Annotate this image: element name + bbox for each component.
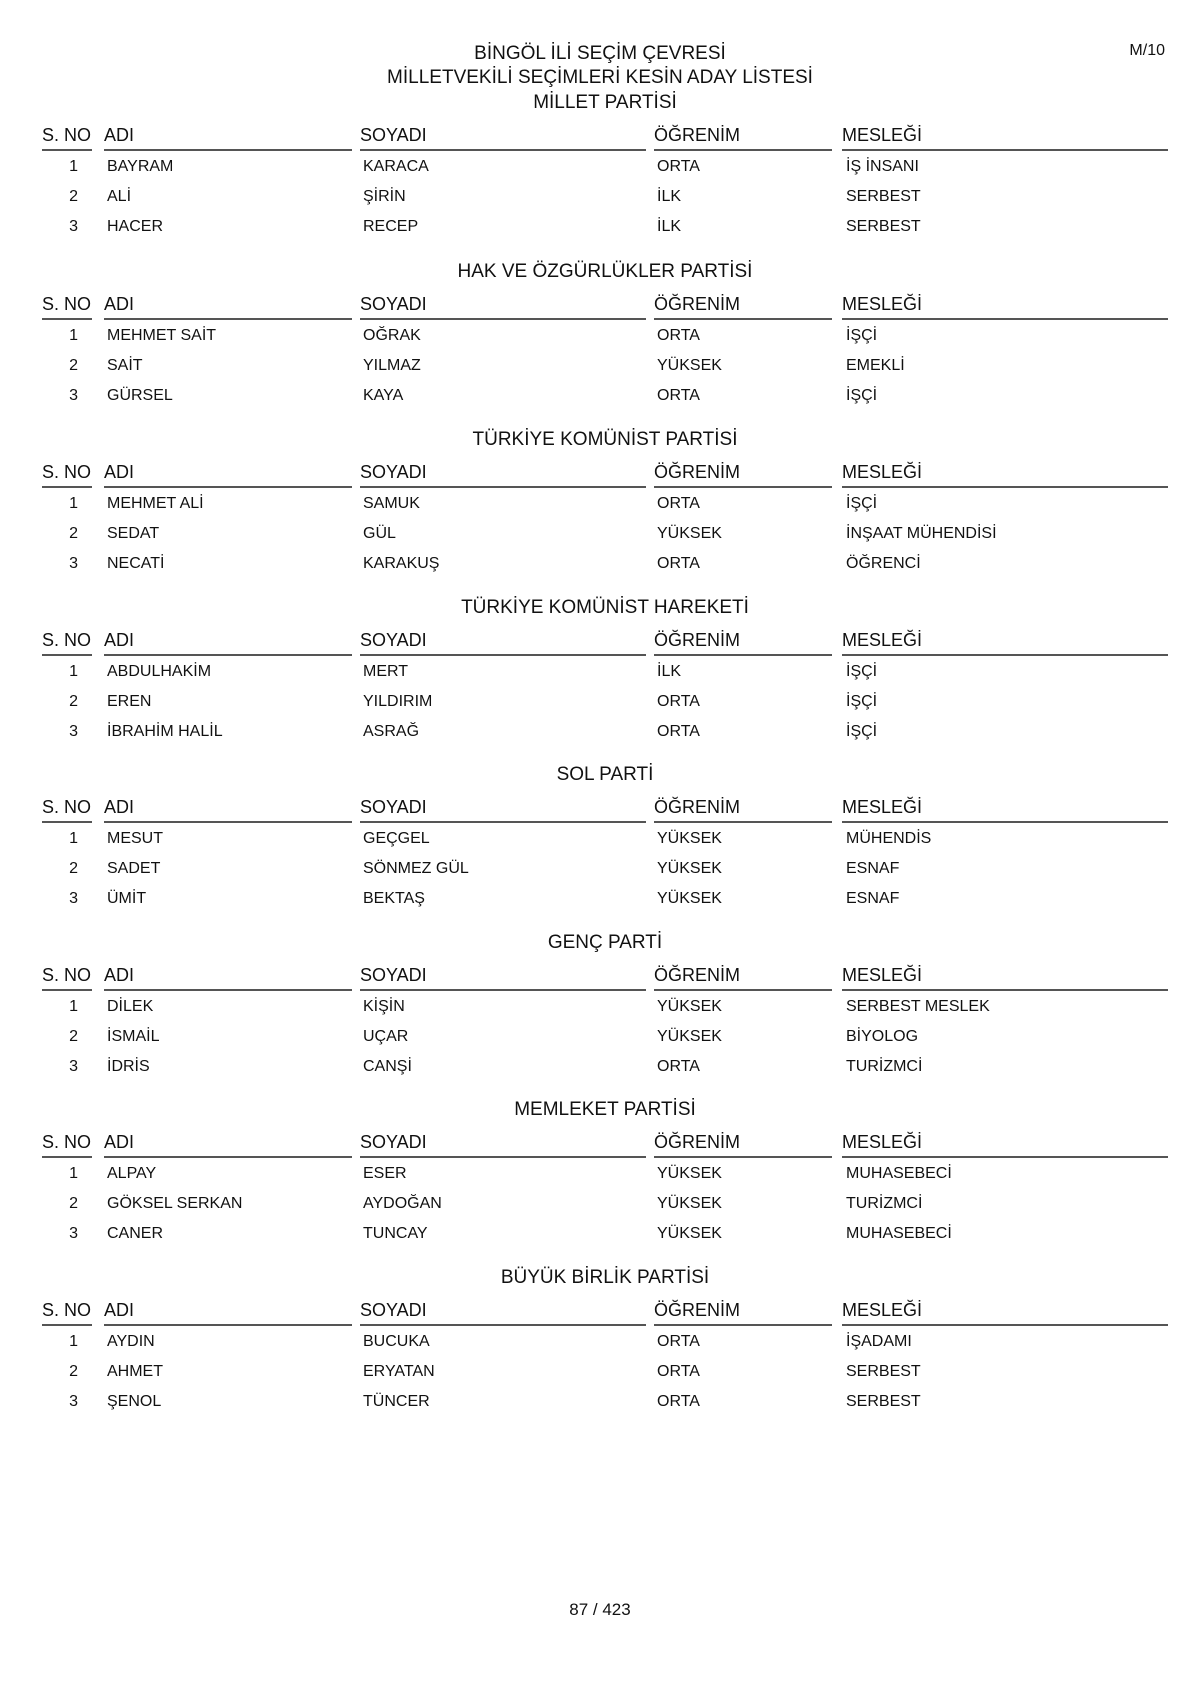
page-number: 87 / 423: [569, 1600, 631, 1619]
cell-soyadi: KARACA: [363, 158, 429, 175]
column-header-sno: S. NO: [42, 794, 92, 823]
cell-meslegi: İŞÇİ: [846, 693, 878, 710]
column-header-adi: ADI: [104, 1297, 352, 1326]
cell-adi: AHMET: [107, 1363, 163, 1380]
cell-ogrenim: ORTA: [657, 387, 700, 404]
column-header-sno: S. NO: [42, 627, 92, 656]
column-header-meslegi: MESLEĞİ: [842, 1129, 1168, 1158]
party-section: [42, 595, 1168, 747]
cell-ogrenim: ORTA: [657, 1363, 700, 1380]
table-row: [42, 717, 1168, 747]
cell-sno: 2: [69, 1195, 78, 1212]
cell-meslegi: İŞÇİ: [846, 387, 878, 404]
cell-sno: 2: [69, 1363, 78, 1380]
table-row: [42, 182, 1168, 212]
header-line-1: BİNGÖL İLİ SEÇİM ÇEVRESİ: [474, 43, 726, 64]
cell-meslegi: TURİZMCİ: [846, 1195, 923, 1212]
cell-adi: SEDAT: [107, 525, 160, 542]
column-header-sno: S. NO: [42, 291, 92, 320]
party-title: [42, 259, 1168, 285]
table-header: [42, 1297, 1168, 1327]
cell-adi: GÖKSEL SERKAN: [107, 1195, 243, 1212]
cell-ogrenim: YÜKSEK: [657, 1165, 722, 1182]
document-header: [0, 42, 1200, 90]
column-header-meslegi: MESLEĞİ: [842, 962, 1168, 991]
party-section: [42, 90, 1168, 242]
cell-meslegi: İŞÇİ: [846, 327, 878, 344]
cell-meslegi: İŞÇİ: [846, 663, 878, 680]
column-header-ogrenim: ÖĞRENİM: [654, 627, 832, 656]
table-row: [42, 519, 1168, 549]
column-header-ogrenim: ÖĞRENİM: [654, 1297, 832, 1326]
cell-ogrenim: YÜKSEK: [657, 1028, 722, 1045]
party-name: MİLLET PARTİSİ: [533, 92, 677, 113]
cell-adi: MEHMET ALİ: [107, 495, 204, 512]
table-header: [42, 627, 1168, 657]
cell-meslegi: ESNAF: [846, 860, 900, 877]
cell-meslegi: SERBEST: [846, 218, 921, 235]
cell-meslegi: ESNAF: [846, 890, 900, 907]
cell-ogrenim: ORTA: [657, 1058, 700, 1075]
party-name: HAK VE ÖZGÜRLÜKLER PARTİSİ: [457, 261, 753, 282]
cell-ogrenim: ORTA: [657, 158, 700, 175]
party-title: [42, 90, 1168, 116]
table-row: [42, 1159, 1168, 1189]
cell-adi: BAYRAM: [107, 158, 174, 175]
cell-meslegi: BİYOLOG: [846, 1028, 919, 1045]
cell-sno: 1: [69, 158, 78, 175]
column-header-ogrenim: ÖĞRENİM: [654, 962, 832, 991]
cell-ogrenim: İLK: [657, 218, 682, 235]
cell-sno: 1: [69, 1165, 78, 1182]
cell-sno: 3: [69, 387, 78, 404]
cell-soyadi: OĞRAK: [363, 327, 421, 344]
column-header-adi: ADI: [104, 962, 352, 991]
column-header-adi: ADI: [104, 459, 352, 488]
column-header-soyadi: SOYADI: [360, 459, 646, 488]
party-name: MEMLEKET PARTİSİ: [514, 1099, 696, 1120]
cell-meslegi: MUHASEBECİ: [846, 1165, 952, 1182]
cell-soyadi: SÖNMEZ GÜL: [363, 860, 469, 877]
column-header-soyadi: SOYADI: [360, 122, 646, 151]
cell-sno: 3: [69, 890, 78, 907]
column-header-meslegi: MESLEĞİ: [842, 1297, 1168, 1326]
table-row: [42, 1219, 1168, 1249]
column-header-soyadi: SOYADI: [360, 1129, 646, 1158]
cell-adi: DİLEK: [107, 998, 154, 1015]
cell-soyadi: AYDOĞAN: [363, 1195, 442, 1212]
cell-meslegi: MUHASEBECİ: [846, 1225, 952, 1242]
cell-soyadi: TUNCAY: [363, 1225, 428, 1242]
cell-soyadi: UÇAR: [363, 1028, 409, 1045]
cell-sno: 3: [69, 1058, 78, 1075]
cell-sno: 3: [69, 1393, 78, 1410]
cell-ogrenim: YÜKSEK: [657, 998, 722, 1015]
table-header: [42, 459, 1168, 489]
cell-sno: 1: [69, 663, 78, 680]
column-header-adi: ADI: [104, 291, 352, 320]
column-header-ogrenim: ÖĞRENİM: [654, 1129, 832, 1158]
cell-soyadi: MERT: [363, 663, 409, 680]
party-title: [42, 1265, 1168, 1291]
table-row: [42, 1357, 1168, 1387]
cell-adi: GÜRSEL: [107, 387, 173, 404]
cell-sno: 2: [69, 860, 78, 877]
party-section: [42, 762, 1168, 914]
cell-soyadi: GEÇGEL: [363, 830, 430, 847]
cell-adi: EREN: [107, 693, 152, 710]
party-title: [42, 1097, 1168, 1123]
party-name: BÜYÜK BİRLİK PARTİSİ: [500, 1267, 710, 1288]
cell-adi: MEHMET SAİT: [107, 327, 217, 344]
cell-meslegi: İŞADAMI: [846, 1333, 912, 1350]
cell-adi: İBRAHİM HALİL: [107, 723, 223, 740]
cell-adi: ALPAY: [107, 1165, 157, 1182]
column-header-ogrenim: ÖĞRENİM: [654, 122, 832, 151]
cell-sno: 2: [69, 357, 78, 374]
cell-soyadi: YILMAZ: [363, 357, 421, 374]
cell-adi: NECATİ: [107, 555, 165, 572]
cell-ogrenim: ORTA: [657, 327, 700, 344]
cell-meslegi: SERBEST: [846, 1393, 921, 1410]
cell-soyadi: TÜNCER: [363, 1393, 430, 1410]
table-row: [42, 549, 1168, 579]
table-row: [42, 824, 1168, 854]
party-name: SOL PARTİ: [556, 764, 654, 785]
cell-soyadi: GÜL: [363, 525, 396, 542]
column-header-meslegi: MESLEĞİ: [842, 291, 1168, 320]
party-name: TÜRKİYE KOMÜNİST PARTİSİ: [472, 429, 738, 450]
party-title: [42, 762, 1168, 788]
cell-adi: ŞENOL: [107, 1393, 162, 1410]
cell-soyadi: ASRAĞ: [363, 723, 420, 740]
cell-sno: 1: [69, 327, 78, 344]
cell-meslegi: EMEKLİ: [846, 357, 905, 374]
table-row: [42, 489, 1168, 519]
header-line-2: MİLLETVEKİLİ SEÇİMLERİ KESİN ADAY LİSTESİ: [387, 67, 813, 88]
cell-adi: İSMAİL: [107, 1028, 160, 1045]
cell-soyadi: CANŞİ: [363, 1058, 412, 1075]
cell-soyadi: SAMUK: [363, 495, 420, 512]
column-header-ogrenim: ÖĞRENİM: [654, 459, 832, 488]
cell-sno: 2: [69, 525, 78, 542]
cell-ogrenim: ORTA: [657, 723, 700, 740]
table-row: [42, 657, 1168, 687]
cell-soyadi: BEKTAŞ: [363, 890, 425, 907]
cell-sno: 3: [69, 723, 78, 740]
cell-meslegi: TURİZMCİ: [846, 1058, 923, 1075]
cell-adi: İDRİS: [107, 1058, 150, 1075]
cell-meslegi: İNŞAAT MÜHENDİSİ: [846, 525, 997, 542]
party-title: [42, 930, 1168, 956]
cell-meslegi: İŞÇİ: [846, 723, 878, 740]
cell-ogrenim: ORTA: [657, 693, 700, 710]
cell-ogrenim: YÜKSEK: [657, 357, 722, 374]
cell-meslegi: İŞÇİ: [846, 495, 878, 512]
cell-soyadi: KARAKUŞ: [363, 555, 440, 572]
cell-soyadi: ERYATAN: [363, 1363, 435, 1380]
table-row: [42, 351, 1168, 381]
table-row: [42, 381, 1168, 411]
cell-sno: 2: [69, 693, 78, 710]
cell-meslegi: İŞ İNSANI: [846, 158, 919, 175]
table-row: [42, 1189, 1168, 1219]
column-header-meslegi: MESLEĞİ: [842, 627, 1168, 656]
cell-adi: HACER: [107, 218, 164, 235]
cell-sno: 3: [69, 1225, 78, 1242]
column-header-sno: S. NO: [42, 1129, 92, 1158]
table-header: [42, 122, 1168, 152]
table-row: [42, 1022, 1168, 1052]
cell-ogrenim: İLK: [657, 663, 682, 680]
cell-meslegi: SERBEST: [846, 188, 921, 205]
column-header-soyadi: SOYADI: [360, 962, 646, 991]
cell-ogrenim: İLK: [657, 188, 682, 205]
cell-ogrenim: YÜKSEK: [657, 525, 722, 542]
party-section: [42, 1265, 1168, 1417]
table-row: [42, 321, 1168, 351]
cell-ogrenim: ORTA: [657, 1393, 700, 1410]
cell-sno: 3: [69, 555, 78, 572]
cell-meslegi: MÜHENDİS: [846, 830, 932, 847]
table-row: [42, 884, 1168, 914]
party-section: [42, 427, 1168, 579]
table-row: [42, 854, 1168, 884]
table-header: [42, 1129, 1168, 1159]
column-header-ogrenim: ÖĞRENİM: [654, 291, 832, 320]
cell-soyadi: ŞİRİN: [363, 188, 406, 205]
cell-sno: 1: [69, 998, 78, 1015]
cell-adi: SAİT: [107, 357, 143, 374]
party-title: [42, 595, 1168, 621]
table-header: [42, 291, 1168, 321]
column-header-meslegi: MESLEĞİ: [842, 459, 1168, 488]
table-header: [42, 962, 1168, 992]
column-header-adi: ADI: [104, 794, 352, 823]
cell-ogrenim: ORTA: [657, 555, 700, 572]
cell-soyadi: YILDIRIM: [363, 693, 433, 710]
cell-ogrenim: YÜKSEK: [657, 1195, 722, 1212]
cell-adi: CANER: [107, 1225, 164, 1242]
cell-ogrenim: ORTA: [657, 1333, 700, 1350]
party-name: TÜRKİYE KOMÜNİST HAREKETİ: [461, 597, 749, 618]
party-section: [42, 1097, 1168, 1249]
table-row: [42, 152, 1168, 182]
table-row: [42, 1327, 1168, 1357]
column-header-soyadi: SOYADI: [360, 627, 646, 656]
cell-soyadi: BUCUKA: [363, 1333, 430, 1350]
cell-meslegi: SERBEST: [846, 1363, 921, 1380]
table-row: [42, 212, 1168, 242]
cell-ogrenim: YÜKSEK: [657, 890, 722, 907]
cell-ogrenim: YÜKSEK: [657, 1225, 722, 1242]
page-code: M/10: [1129, 42, 1165, 59]
column-header-adi: ADI: [104, 122, 352, 151]
column-header-soyadi: SOYADI: [360, 1297, 646, 1326]
party-section: [42, 930, 1168, 1082]
column-header-adi: ADI: [104, 627, 352, 656]
cell-adi: AYDIN: [107, 1333, 155, 1350]
cell-soyadi: ESER: [363, 1165, 407, 1182]
column-header-sno: S. NO: [42, 962, 92, 991]
cell-sno: 1: [69, 495, 78, 512]
cell-soyadi: KAYA: [363, 387, 404, 404]
cell-adi: ALİ: [107, 188, 132, 205]
table-row: [42, 687, 1168, 717]
party-title: [42, 427, 1168, 453]
cell-adi: MESUT: [107, 830, 163, 847]
cell-meslegi: ÖĞRENCİ: [846, 555, 921, 572]
cell-soyadi: KİŞİN: [363, 998, 405, 1015]
cell-sno: 1: [69, 1333, 78, 1350]
table-header: [42, 794, 1168, 824]
cell-ogrenim: YÜKSEK: [657, 860, 722, 877]
column-header-soyadi: SOYADI: [360, 291, 646, 320]
column-header-adi: ADI: [104, 1129, 352, 1158]
cell-sno: 2: [69, 1028, 78, 1045]
table-row: [42, 1052, 1168, 1082]
cell-sno: 3: [69, 218, 78, 235]
cell-sno: 1: [69, 830, 78, 847]
cell-sno: 2: [69, 188, 78, 205]
cell-ogrenim: ORTA: [657, 495, 700, 512]
column-header-soyadi: SOYADI: [360, 794, 646, 823]
cell-adi: ABDULHAKİM: [107, 663, 212, 680]
party-name: GENÇ PARTİ: [547, 932, 663, 953]
cell-soyadi: RECEP: [363, 218, 419, 235]
column-header-sno: S. NO: [42, 122, 92, 151]
cell-adi: SADET: [107, 860, 161, 877]
table-row: [42, 992, 1168, 1022]
party-section: [42, 259, 1168, 411]
column-header-meslegi: MESLEĞİ: [842, 122, 1168, 151]
cell-ogrenim: YÜKSEK: [657, 830, 722, 847]
column-header-meslegi: MESLEĞİ: [842, 794, 1168, 823]
cell-adi: ÜMİT: [107, 890, 147, 907]
column-header-ogrenim: ÖĞRENİM: [654, 794, 832, 823]
cell-meslegi: SERBEST MESLEK: [846, 998, 990, 1015]
column-header-sno: S. NO: [42, 1297, 92, 1326]
table-row: [42, 1387, 1168, 1417]
column-header-sno: S. NO: [42, 459, 92, 488]
